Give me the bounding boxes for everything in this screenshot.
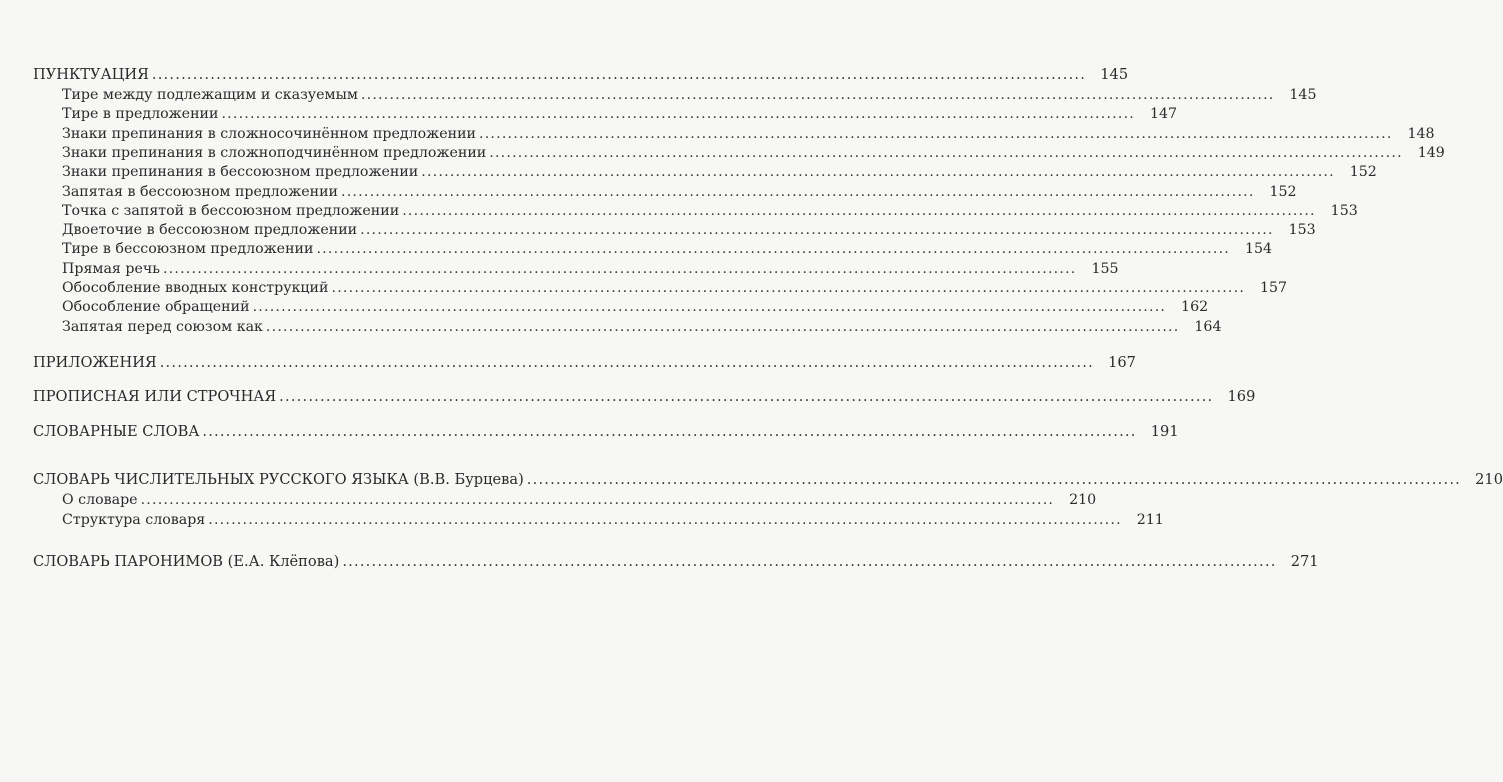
toc-page-number: 153 [1288,222,1316,239]
toc-page-number: 148 [1407,125,1435,142]
toc-page-number: 210 [1475,471,1503,488]
toc-entry-capital-or-lowercase[interactable] [0,388,1256,406]
dot-leader [279,388,1213,406]
toc-page-number: 211 [1136,512,1164,528]
toc-subentry[interactable] [0,105,1178,123]
toc-page-number: 147 [1149,106,1178,123]
toc-subentry[interactable] [0,86,1317,104]
toc-subentry[interactable] [0,144,1445,162]
dot-leader [360,221,1274,239]
toc-page-number: 154 [1244,241,1273,258]
toc-subentry[interactable] [0,221,1316,239]
dot-leader [253,298,1167,316]
toc-entry-title: Запятая в бессоюзном предложении [62,183,339,200]
dot-leader [202,423,1136,441]
toc-entry-vocabulary-words[interactable] [0,423,1179,441]
toc-entry-title: Запятая перед союзом как [62,318,263,335]
toc-entry-title: ПРИЛОЖЕНИЯ [33,354,157,371]
toc-entry-title: Тире в предложении [62,106,219,123]
toc-page-number: 167 [1108,354,1136,371]
toc-subentry[interactable] [0,511,1164,529]
toc-entry-title: Тире в бессоюзном предложении [62,241,314,258]
toc-entry-title: СЛОВАРНЫЕ СЛОВА [33,423,200,440]
toc-page-number: 149 [1417,144,1445,161]
toc-subentry[interactable] [0,260,1119,278]
toc-subentry[interactable] [0,240,1273,258]
toc-page-number: 152 [1269,183,1297,200]
toc-entry-title: Обособление вводных конструкций [62,280,329,296]
toc-entry-title: Двоеточие в бессоюзном предложении [62,222,358,239]
toc-page-number: 162 [1181,299,1209,316]
toc-entry-paronyms-dictionary[interactable] [0,553,1319,571]
toc-page-number: 145 [1100,66,1129,83]
toc-entry-title: Знаки препинания в сложносочинённом предложении [62,125,476,142]
dot-leader [479,125,1393,143]
toc-subentry[interactable] [0,163,1377,181]
toc-entry-title: Знаки препинания в сложноподчинённом предложении [62,144,487,161]
toc-page-number: 153 [1330,202,1358,219]
toc-entry-title: Структура словаря [62,512,206,528]
toc-entry-title: Тире между подлежащим и сказуемым [62,87,358,103]
toc-entry-title: Знаки препинания в бессоюзном предложении [62,164,419,181]
toc-subentry[interactable] [0,318,1222,336]
toc-page-number: 152 [1349,164,1377,181]
toc-entry-punctuation[interactable] [0,66,1129,84]
bleed-through-text [230,42,234,57]
toc-subentry[interactable] [0,183,1297,201]
toc-entry-title: Прямая речь [62,260,160,277]
toc-entry-title: Обособление обращений [62,299,250,316]
dot-leader [221,105,1135,123]
toc-page-number: 145 [1289,87,1317,103]
toc-page-number: 191 [1150,423,1179,440]
dot-leader [341,183,1255,201]
dot-leader [152,66,1086,84]
dot-leader [266,318,1180,336]
toc-entry-title: СЛОВАРЬ ЧИСЛИТЕЛЬНЫХ РУССКОГО ЯЗЫКА (В.В. Бурцева) [33,471,524,488]
dot-leader [342,553,1276,571]
toc-entry-title: ПРОПИСНАЯ ИЛИ СТРОЧНАЯ [33,388,277,405]
dot-leader [331,279,1245,297]
dot-leader [421,163,1335,181]
dot-leader [163,260,1077,278]
dot-leader [402,202,1316,220]
toc-subentry[interactable] [0,279,1288,297]
toc-subentry[interactable] [0,202,1358,220]
toc-page-number: 155 [1091,260,1119,277]
toc-subentry[interactable] [0,491,1097,509]
toc-entry-title: О словаре [62,492,138,508]
toc-subentry[interactable] [0,125,1435,143]
toc-page-number: 169 [1227,388,1256,405]
toc-page-number: 157 [1259,280,1288,296]
toc-entry-title: Точка с запятой в бессоюзном предложении [62,202,400,219]
dot-leader [361,86,1275,104]
dot-leader [208,511,1122,529]
dot-leader [527,471,1461,489]
dot-leader [489,144,1403,162]
toc-entry-title: СЛОВАРЬ ПАРОНИМОВ (Е.А. Клёпова) [33,553,340,570]
toc-page-number: 164 [1194,318,1222,335]
toc-entry-appendices[interactable] [0,354,1136,372]
toc-subentry[interactable] [0,298,1209,316]
dot-leader [141,491,1055,509]
dot-leader [160,354,1094,372]
toc-entry-title: ПУНКТУАЦИЯ [33,66,149,83]
toc-page-number: 210 [1069,492,1097,508]
toc-entry-numerals-dictionary[interactable] [0,471,1503,489]
dot-leader [316,240,1230,258]
toc-page-number: 271 [1290,553,1319,570]
